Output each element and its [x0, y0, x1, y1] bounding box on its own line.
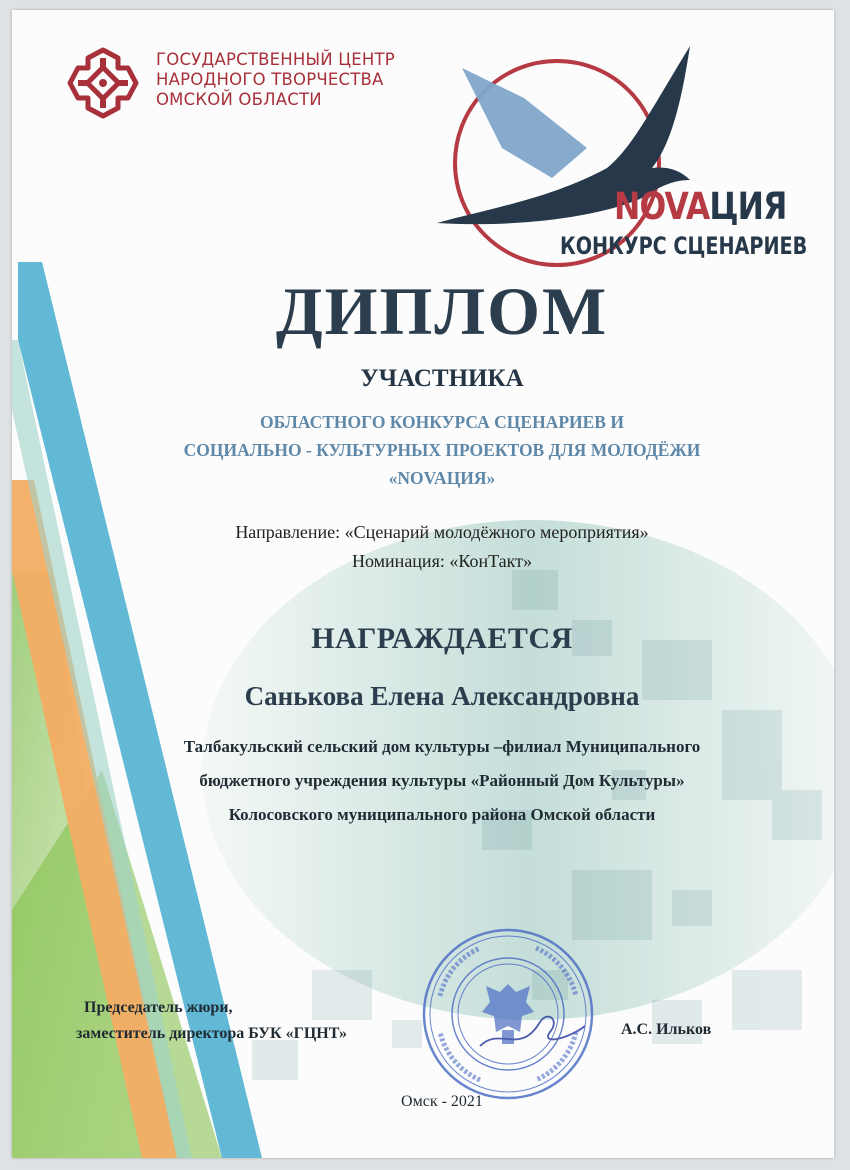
- contest-full-name: [12, 408, 834, 492]
- organization-line: НАРОДНОГО ТВОРЧЕСТВА: [156, 70, 384, 89]
- contest-line: ОБЛАСТНОГО КОНКУРСА СЦЕНАРИЕВ И: [260, 412, 624, 432]
- ornament-knot-icon: [64, 44, 142, 122]
- contest-line: СОЦИАЛЬНО - КУЛЬТУРНЫХ ПРОЕКТОВ ДЛЯ МОЛОДЁЖИ: [183, 440, 701, 460]
- diploma-subtitle: УЧАСТНИКА: [360, 365, 524, 392]
- organization-line: ОМСКОЙ ОБЛАСТИ: [156, 90, 322, 109]
- organization-name: [156, 50, 395, 110]
- contest-logo-subtitle: КОНКУРС СЦЕНАРИЕВ: [560, 232, 808, 260]
- contest-line: «NOVAЦИЯ»: [388, 468, 496, 488]
- signatory-position-line: заместитель директора БУК «ГЦНТ»: [76, 1025, 347, 1042]
- signatory-name: А.С. Ильков: [621, 1021, 712, 1038]
- organization-line: ГОСУДАРСТВЕННЫЙ ЦЕНТР: [156, 50, 395, 69]
- diploma-sheet: [12, 10, 834, 1158]
- recipient-org-line: Колосовского муниципального района Омской области: [228, 805, 656, 824]
- recipient-name: Санькова Елена Александровна: [244, 681, 640, 711]
- contest-title-rest: ЦИЯ: [709, 185, 787, 228]
- signatory-position: [76, 995, 347, 1047]
- recipient-org-line: бюджетного учреждения культуры «Районный Дом Культуры»: [199, 771, 685, 790]
- diploma-title: ДИПЛОМ: [275, 273, 609, 349]
- official-stamp: [420, 926, 596, 1102]
- awarded-heading: НАГРАЖДАЕТСЯ: [311, 622, 573, 655]
- recipient-org-line: Талбакульский сельский дом культуры –филиал Муниципального: [183, 737, 701, 756]
- contest-logo-title: [614, 185, 787, 228]
- direction-text: Направление: «Сценарий молодёжного мероприятия»: [235, 522, 649, 542]
- nomination-text: Номинация: «КонТакт»: [352, 551, 532, 571]
- recipient-organization: [12, 730, 834, 832]
- contest-title-highlight: NOVA: [614, 185, 710, 228]
- direction-block: [12, 518, 834, 576]
- place-and-year: Омск - 2021: [401, 1093, 483, 1110]
- signatory-position-line: Председатель жюри,: [84, 999, 233, 1016]
